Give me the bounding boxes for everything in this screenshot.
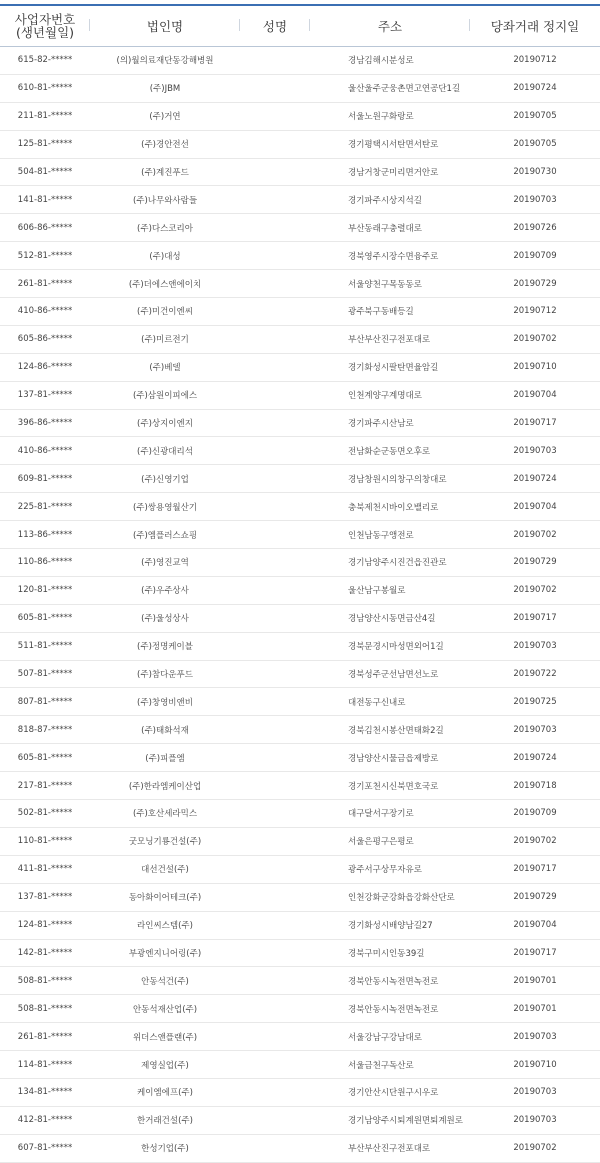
table-row (0, 995, 600, 1023)
header-person-name-label: 성명 (262, 19, 288, 34)
table-row (0, 47, 600, 75)
cell-biz-no: 124-86-***** (0, 353, 90, 381)
cell-person-name (240, 186, 310, 214)
cell-person-name (240, 772, 310, 800)
cell-corp-name: (주)상지이엔지 (90, 409, 240, 437)
cell-biz-no: 605-81-***** (0, 744, 90, 772)
cell-biz-no: 502-81-***** (0, 800, 90, 828)
cell-person-name (240, 214, 310, 242)
table-row (0, 939, 600, 967)
table-row (0, 158, 600, 186)
cell-corp-name: 한거래건설(주) (90, 1106, 240, 1134)
table-row (0, 437, 600, 465)
cell-person-name (240, 883, 310, 911)
cell-corp-name: (주)태화석재 (90, 716, 240, 744)
table-row (0, 465, 600, 493)
table-row (0, 1106, 600, 1134)
cell-address: 서울강남구강남대로 (310, 1023, 470, 1051)
cell-biz-no: 125-81-***** (0, 130, 90, 158)
cell-suspend-date: 20190705 (470, 130, 600, 158)
cell-suspend-date: 20190703 (470, 186, 600, 214)
cell-suspend-date: 20190704 (470, 381, 600, 409)
cell-person-name (240, 1023, 310, 1051)
cell-person-name (240, 1051, 310, 1079)
cell-corp-name: (주)창영비앤비 (90, 688, 240, 716)
cell-address: 경남양산시물금읍제방로 (310, 744, 470, 772)
cell-corp-name: (주)영진교역 (90, 549, 240, 577)
table-row (0, 186, 600, 214)
cell-suspend-date: 20190722 (470, 660, 600, 688)
cell-address: 부산동래구충렬대로 (310, 214, 470, 242)
cell-biz-no: 217-81-***** (0, 772, 90, 800)
cell-address: 부산부산진구전포대로 (310, 325, 470, 353)
cell-biz-no: 410-86-***** (0, 298, 90, 326)
cell-suspend-date: 20190717 (470, 604, 600, 632)
cell-person-name (240, 632, 310, 660)
table-row (0, 409, 600, 437)
cell-person-name (240, 800, 310, 828)
cell-suspend-date: 20190709 (470, 800, 600, 828)
cell-suspend-date: 20190702 (470, 576, 600, 604)
cell-corp-name: (주)더에스앤에이치 (90, 270, 240, 298)
table-row (0, 772, 600, 800)
header-suspend-date (470, 6, 600, 47)
cell-corp-name: 굿모닝기룡건설(주) (90, 827, 240, 855)
cell-biz-no: 142-81-***** (0, 939, 90, 967)
cell-person-name (240, 353, 310, 381)
table-row (0, 660, 600, 688)
table-row (0, 270, 600, 298)
cell-suspend-date: 20190704 (470, 493, 600, 521)
cell-person-name (240, 967, 310, 995)
table-row (0, 1134, 600, 1162)
cell-person-name (240, 576, 310, 604)
header-person-name (240, 6, 310, 47)
cell-suspend-date: 20190724 (470, 744, 600, 772)
cell-biz-no: 225-81-***** (0, 493, 90, 521)
cell-address: 인천계양구계명대로 (310, 381, 470, 409)
cell-address: 경남창원시의창구의창대로 (310, 465, 470, 493)
cell-address: 경남양산시동면금산4길 (310, 604, 470, 632)
table-row (0, 800, 600, 828)
cell-person-name (240, 827, 310, 855)
cell-corp-name: (주)울성상사 (90, 604, 240, 632)
table-row (0, 214, 600, 242)
cell-biz-no: 141-81-***** (0, 186, 90, 214)
cell-suspend-date: 20190725 (470, 688, 600, 716)
cell-suspend-date: 20190710 (470, 353, 600, 381)
cell-suspend-date: 20190712 (470, 298, 600, 326)
cell-corp-name: 대선건설(주) (90, 855, 240, 883)
table-row (0, 827, 600, 855)
cell-corp-name: (주)계진푸드 (90, 158, 240, 186)
cell-address: 경북안동시녹전면녹전로 (310, 995, 470, 1023)
table-row (0, 549, 600, 577)
cell-address: 인천남동구앵전로 (310, 521, 470, 549)
table-row (0, 855, 600, 883)
cell-address: 경기포천시신북면호국로 (310, 772, 470, 800)
cell-person-name (240, 130, 310, 158)
cell-person-name (240, 493, 310, 521)
cell-address: 경기화성시배양남길27 (310, 911, 470, 939)
cell-suspend-date: 20190703 (470, 1078, 600, 1106)
cell-corp-name: (주)다스코리아 (90, 214, 240, 242)
cell-biz-no: 610-81-***** (0, 74, 90, 102)
table-row (0, 325, 600, 353)
cell-corp-name: (주)삼원이피에스 (90, 381, 240, 409)
cell-corp-name: (주)거연 (90, 102, 240, 130)
cell-person-name (240, 521, 310, 549)
cell-suspend-date: 20190729 (470, 549, 600, 577)
cell-biz-no: 114-81-***** (0, 1051, 90, 1079)
cell-suspend-date: 20190729 (470, 270, 600, 298)
cell-corp-name: 케이엠에프(주) (90, 1078, 240, 1106)
cell-biz-no: 261-81-***** (0, 270, 90, 298)
table-row (0, 576, 600, 604)
table-row (0, 911, 600, 939)
cell-address: 충북제천시바이오밸리로 (310, 493, 470, 521)
table-header (0, 6, 600, 47)
cell-person-name (240, 298, 310, 326)
cell-corp-name: (주)신영기업 (90, 465, 240, 493)
cell-person-name (240, 465, 310, 493)
cell-address: 서울노원구화랑로 (310, 102, 470, 130)
cell-address: 경기파주시산남로 (310, 409, 470, 437)
cell-corp-name: 위더스앤플랜(주) (90, 1023, 240, 1051)
cell-suspend-date: 20190729 (470, 883, 600, 911)
table-row (0, 1051, 600, 1079)
table-body (0, 47, 600, 1163)
cell-corp-name: (주)나무와사람들 (90, 186, 240, 214)
table-row (0, 1078, 600, 1106)
cell-address: 대구달서구장기로 (310, 800, 470, 828)
cell-person-name (240, 660, 310, 688)
cell-suspend-date: 20190730 (470, 158, 600, 186)
cell-address: 대전동구신내로 (310, 688, 470, 716)
cell-person-name (240, 604, 310, 632)
cell-address: 광주서구상무자유로 (310, 855, 470, 883)
cell-suspend-date: 20190701 (470, 995, 600, 1023)
cell-address: 경기남양주시진건읍진관로 (310, 549, 470, 577)
table-row (0, 744, 600, 772)
table-row (0, 1023, 600, 1051)
cell-address: 경기평택시서탄면서탄로 (310, 130, 470, 158)
cell-corp-name: 안동석재산업(주) (90, 995, 240, 1023)
cell-address: 서울은평구은평로 (310, 827, 470, 855)
cell-person-name (240, 911, 310, 939)
cell-corp-name: 라인씨스템(주) (90, 911, 240, 939)
cell-address: 경북문경시마성면외어1길 (310, 632, 470, 660)
cell-corp-name: (주)대성 (90, 242, 240, 270)
cell-biz-no: 124-81-***** (0, 911, 90, 939)
cell-suspend-date: 20190703 (470, 437, 600, 465)
cell-address: 서울금천구독산로 (310, 1051, 470, 1079)
cell-person-name (240, 1106, 310, 1134)
cell-corp-name: (의)월의료재단동강해병원 (90, 47, 240, 75)
table-row (0, 632, 600, 660)
table-row (0, 493, 600, 521)
cell-suspend-date: 20190710 (470, 1051, 600, 1079)
cell-corp-name: (주)참다운푸드 (90, 660, 240, 688)
cell-address: 경북구미시인동39길 (310, 939, 470, 967)
cell-address: 광주북구동배등길 (310, 298, 470, 326)
cell-person-name (240, 242, 310, 270)
cell-corp-name: (주)미르전기 (90, 325, 240, 353)
table-row (0, 74, 600, 102)
cell-suspend-date: 20190703 (470, 632, 600, 660)
cell-suspend-date: 20190709 (470, 242, 600, 270)
cell-suspend-date: 20190704 (470, 911, 600, 939)
cell-suspend-date: 20190702 (470, 1134, 600, 1162)
header-biz-no (0, 6, 90, 47)
table-row (0, 242, 600, 270)
cell-suspend-date: 20190717 (470, 409, 600, 437)
cell-suspend-date: 20190703 (470, 1106, 600, 1134)
cell-person-name (240, 995, 310, 1023)
cell-biz-no: 508-81-***** (0, 967, 90, 995)
cell-person-name (240, 1078, 310, 1106)
cell-suspend-date: 20190724 (470, 465, 600, 493)
cell-suspend-date: 20190717 (470, 939, 600, 967)
cell-suspend-date: 20190703 (470, 716, 600, 744)
table-row (0, 716, 600, 744)
cell-corp-name: (주)정명케이블 (90, 632, 240, 660)
table-row (0, 604, 600, 632)
table-row (0, 353, 600, 381)
cell-person-name (240, 716, 310, 744)
cell-biz-no: 137-81-***** (0, 381, 90, 409)
cell-suspend-date: 20190717 (470, 855, 600, 883)
cell-corp-name: (주)호산세라믹스 (90, 800, 240, 828)
header-corp-name (90, 6, 240, 47)
cell-corp-name: (주)한라엠케이산업 (90, 772, 240, 800)
cell-corp-name: (주)피플엠 (90, 744, 240, 772)
header-suspend-date-label: 당좌거래 정지일 (490, 19, 580, 34)
cell-corp-name: (주)베델 (90, 353, 240, 381)
suspended-companies-table (0, 6, 600, 1163)
cell-corp-name: 한성기업(주) (90, 1134, 240, 1162)
cell-biz-no: 211-81-***** (0, 102, 90, 130)
cell-address: 경남김해시분성로 (310, 47, 470, 75)
cell-biz-no: 396-86-***** (0, 409, 90, 437)
cell-address: 울산남구봉월로 (310, 576, 470, 604)
cell-address: 경북영주시장수면융주로 (310, 242, 470, 270)
cell-address: 경기화성시팔탄면율암길 (310, 353, 470, 381)
cell-person-name (240, 437, 310, 465)
table-row (0, 521, 600, 549)
cell-biz-no: 512-81-***** (0, 242, 90, 270)
header-address-label: 주소 (377, 19, 403, 34)
cell-person-name (240, 409, 310, 437)
cell-address: 경기안산시단원구시우로 (310, 1078, 470, 1106)
cell-address: 경북안동시녹전면녹전로 (310, 967, 470, 995)
cell-biz-no: 411-81-***** (0, 855, 90, 883)
cell-biz-no: 110-86-***** (0, 549, 90, 577)
cell-biz-no: 261-81-***** (0, 1023, 90, 1051)
cell-biz-no: 615-82-***** (0, 47, 90, 75)
table-row (0, 967, 600, 995)
cell-person-name (240, 1134, 310, 1162)
cell-biz-no: 113-86-***** (0, 521, 90, 549)
cell-biz-no: 410-86-***** (0, 437, 90, 465)
cell-person-name (240, 325, 310, 353)
cell-corp-name: 제영실업(주) (90, 1051, 240, 1079)
cell-person-name (240, 158, 310, 186)
table-row (0, 298, 600, 326)
cell-suspend-date: 20190703 (470, 1023, 600, 1051)
table-row (0, 883, 600, 911)
cell-biz-no: 609-81-***** (0, 465, 90, 493)
cell-biz-no: 137-81-***** (0, 883, 90, 911)
cell-biz-no: 508-81-***** (0, 995, 90, 1023)
table-row (0, 381, 600, 409)
cell-address: 경기남양주시퇴계원면퇴계원로 (310, 1106, 470, 1134)
cell-biz-no: 807-81-***** (0, 688, 90, 716)
cell-biz-no: 412-81-***** (0, 1106, 90, 1134)
cell-person-name (240, 381, 310, 409)
cell-biz-no: 511-81-***** (0, 632, 90, 660)
cell-biz-no: 507-81-***** (0, 660, 90, 688)
cell-corp-name: (주)우주상사 (90, 576, 240, 604)
table-row (0, 102, 600, 130)
cell-biz-no: 818-87-***** (0, 716, 90, 744)
header-corp-name-label: 법인명 (146, 19, 184, 34)
cell-suspend-date: 20190712 (470, 47, 600, 75)
cell-corp-name: 안동석건(주) (90, 967, 240, 995)
cell-suspend-date: 20190702 (470, 827, 600, 855)
cell-address: 전남화순군동면오후로 (310, 437, 470, 465)
cell-corp-name: 부광엔지니어링(주) (90, 939, 240, 967)
cell-suspend-date: 20190718 (470, 772, 600, 800)
cell-address: 경북성주군선남면선노로 (310, 660, 470, 688)
cell-corp-name: (주)쌍용영월산기 (90, 493, 240, 521)
cell-person-name (240, 939, 310, 967)
cell-person-name (240, 47, 310, 75)
cell-corp-name: (주)경안전선 (90, 130, 240, 158)
cell-corp-name: (주)엠플러스쇼핑 (90, 521, 240, 549)
cell-address: 경기파주시상지석길 (310, 186, 470, 214)
cell-corp-name: (주)JBM (90, 74, 240, 102)
cell-corp-name: (주)신광대리석 (90, 437, 240, 465)
cell-biz-no: 606-86-***** (0, 214, 90, 242)
cell-corp-name: (주)미건이엔씨 (90, 298, 240, 326)
cell-suspend-date: 20190702 (470, 521, 600, 549)
table-row (0, 130, 600, 158)
cell-suspend-date: 20190702 (470, 325, 600, 353)
cell-person-name (240, 102, 310, 130)
cell-biz-no: 607-81-***** (0, 1134, 90, 1162)
cell-suspend-date: 20190705 (470, 102, 600, 130)
cell-person-name (240, 688, 310, 716)
table-row (0, 688, 600, 716)
cell-address: 부산부산진구전포대로 (310, 1134, 470, 1162)
cell-person-name (240, 74, 310, 102)
cell-address: 경남거창군미리면거안로 (310, 158, 470, 186)
cell-person-name (240, 744, 310, 772)
header-biz-no-line1: 사업자번호 (14, 12, 76, 27)
header-address (310, 6, 470, 47)
cell-person-name (240, 270, 310, 298)
cell-biz-no: 504-81-***** (0, 158, 90, 186)
cell-biz-no: 110-81-***** (0, 827, 90, 855)
cell-suspend-date: 20190724 (470, 74, 600, 102)
header-biz-no-line2: (생년월일) (15, 25, 75, 40)
cell-suspend-date: 20190726 (470, 214, 600, 242)
cell-address: 경북김천시봉산면태화2길 (310, 716, 470, 744)
cell-biz-no: 134-81-***** (0, 1078, 90, 1106)
cell-biz-no: 120-81-***** (0, 576, 90, 604)
cell-suspend-date: 20190701 (470, 967, 600, 995)
cell-address: 울산울주군웅촌면고연공단1길 (310, 74, 470, 102)
cell-biz-no: 605-86-***** (0, 325, 90, 353)
cell-person-name (240, 855, 310, 883)
cell-biz-no: 605-81-***** (0, 604, 90, 632)
cell-address: 인천강화군강화읍강화산단로 (310, 883, 470, 911)
cell-person-name (240, 549, 310, 577)
cell-corp-name: 동아화이어테크(주) (90, 883, 240, 911)
cell-address: 서울양천구목동동로 (310, 270, 470, 298)
